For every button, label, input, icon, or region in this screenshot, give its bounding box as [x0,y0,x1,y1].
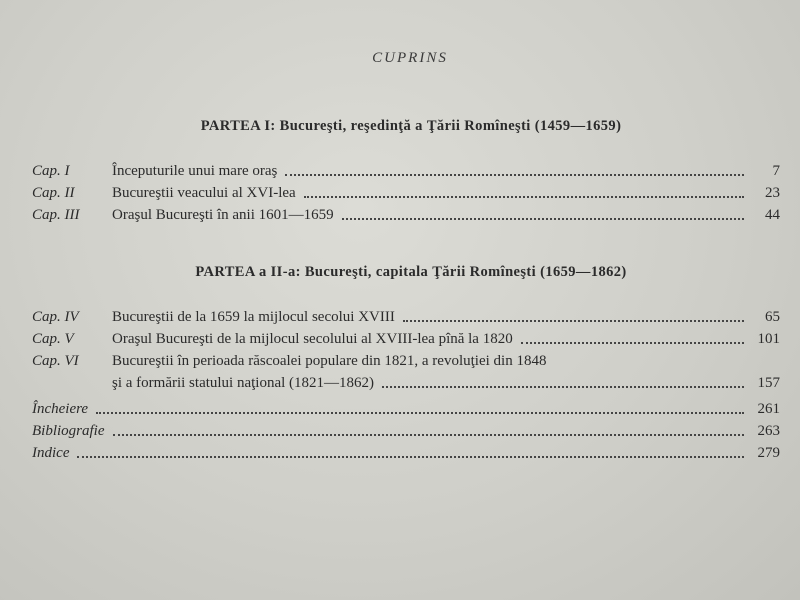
toc-entry[interactable] [32,304,780,326]
page-number: 44 [765,207,780,223]
back-matter-list [32,396,780,462]
chapter-title-continued: şi a formării statului naţional (1821—1862) [112,375,375,391]
chapter-title: Bucureştii veacului al XVI-lea [112,185,296,201]
section-label: Indice [32,445,70,461]
part-2-chapter-list [32,304,780,392]
toc-entry[interactable] [32,180,780,202]
chapter-label: Cap. V [32,331,74,347]
chapter-label: Cap. I [32,163,70,179]
chapter-title: Oraşul Bucureşti în anii 1601—1659 [112,207,334,223]
leader-dots [285,174,744,176]
toc-entry-bibliography[interactable] [32,418,780,440]
leader-dots [342,218,744,220]
leader-dots [382,386,744,388]
leader-dots [403,320,744,322]
chapter-title: Începuturile unui mare oraş [112,163,278,179]
leader-dots [113,434,745,436]
toc-entry-index[interactable] [32,440,780,462]
toc-entry[interactable] [32,348,780,370]
page-number: 65 [765,309,780,325]
leader-dots [96,412,744,414]
toc-entry-continuation[interactable] [32,370,780,392]
page-number: 157 [757,375,780,391]
leader-dots [77,456,744,458]
chapter-title: Oraşul Bucureşti de la mijlocul secolului al XVIII-lea pînă la 1820 [112,331,513,347]
leader-dots [304,196,744,198]
toc-entry[interactable] [32,202,780,224]
chapter-title: Bucureştii de la 1659 la mijlocul secolui XVIII [112,309,395,325]
part-1-chapter-list [32,158,780,224]
toc-entry[interactable] [32,326,780,348]
page-number: 7 [772,163,780,179]
chapter-label: Cap. III [32,207,80,223]
page-title: CUPRINS [372,50,448,66]
leader-dots [521,342,744,344]
page-number: 279 [757,445,780,461]
page-number: 23 [765,185,780,201]
section-label: Bibliografie [32,423,105,439]
page-number: 261 [757,401,780,417]
page-number: 101 [757,331,780,347]
toc-entry-conclusion[interactable] [32,396,780,418]
chapter-label: Cap. IV [32,309,79,325]
chapter-label: Cap. VI [32,353,79,369]
chapter-label: Cap. II [32,185,75,201]
part-2-heading: PARTEA a II-a: Bucureşti, capitala Ţării Romîneşti (1659—1862) [195,264,627,280]
chapter-title: Bucureştii în perioada răscoalei populare din 1821, a revoluţiei din 1848 [112,353,547,369]
part-1-heading: PARTEA I: Bucureşti, reşedinţă a Ţării Romîneşti (1459—1659) [200,118,622,134]
page-number: 263 [757,423,780,439]
section-label: Încheiere [32,401,89,417]
toc-entry[interactable] [32,158,780,180]
